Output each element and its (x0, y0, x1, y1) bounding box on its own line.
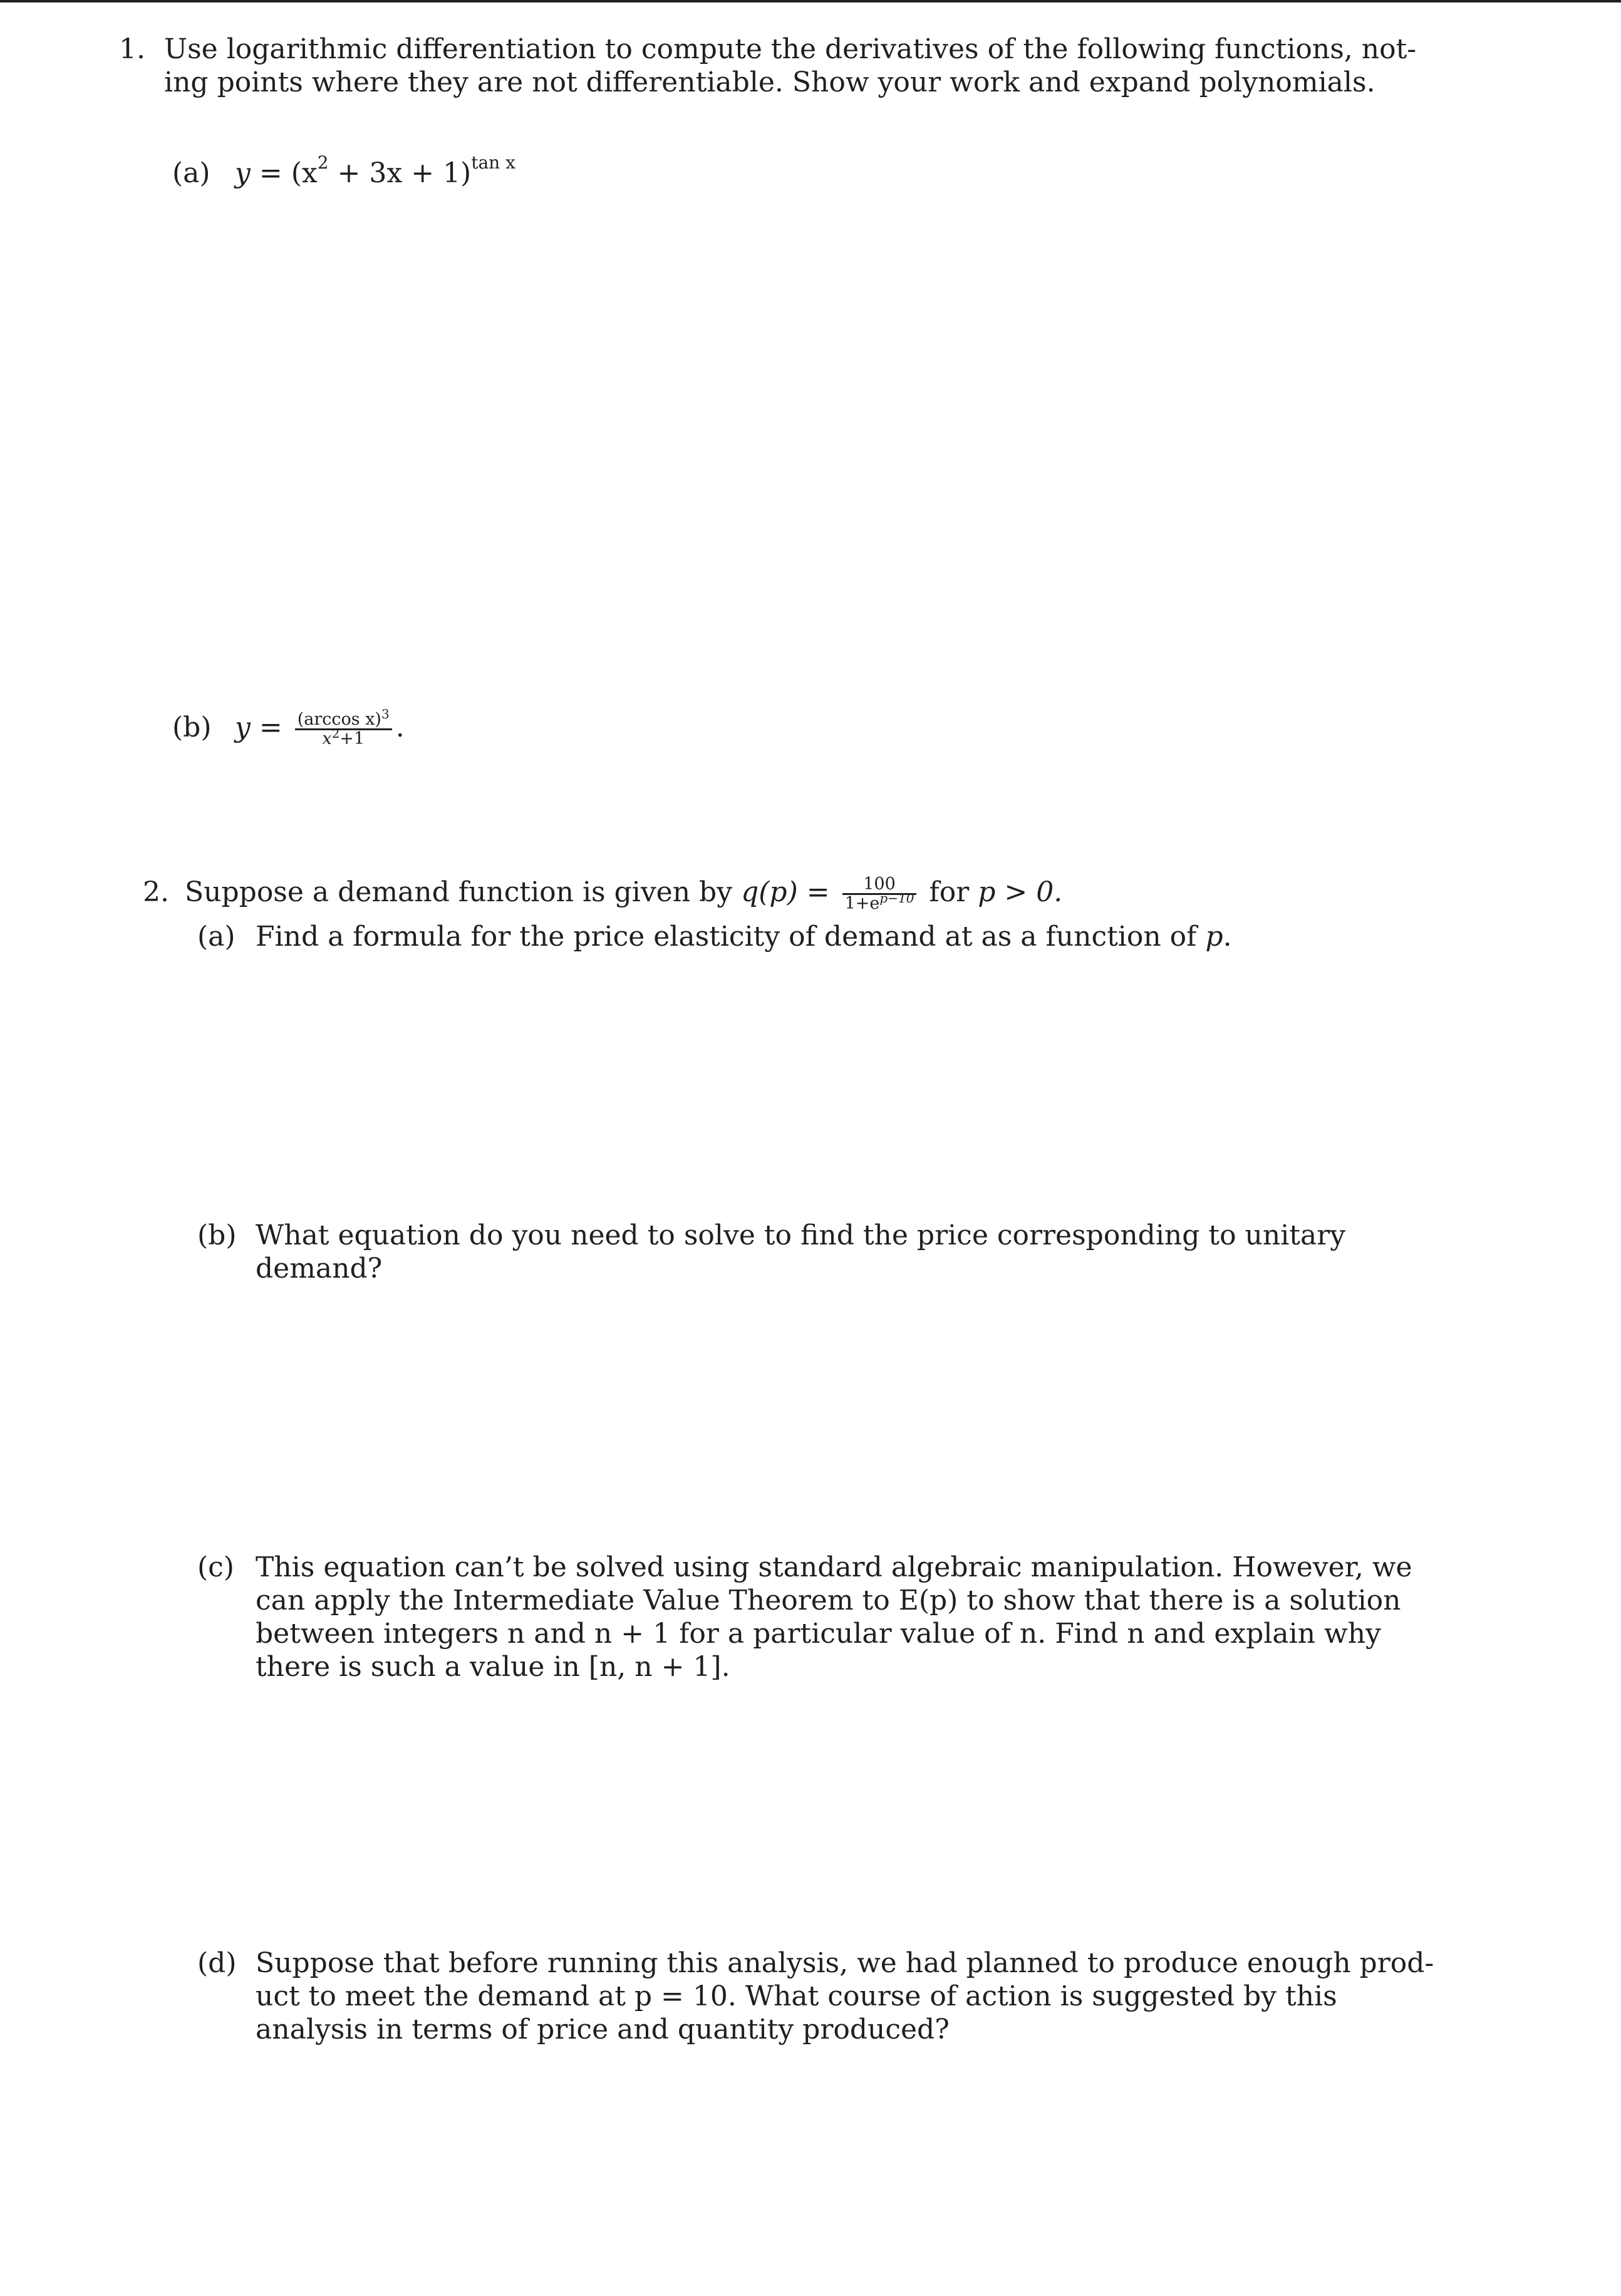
q2-equals: = (806, 876, 830, 908)
q2b-line-2: demand? (256, 1253, 383, 1285)
q2-qp: q(p) (741, 876, 798, 908)
q1b-equation (235, 706, 405, 748)
q2c-line-2: can apply the Intermediate Value Theorem to E(p) to show that there is a solution (256, 1585, 1401, 1616)
q2c-line-4: there is such a value in [n, n + 1]. (256, 1651, 730, 1683)
q2c-line-1: This equation can’t be solved using standard algebraic manipulation. However, we (256, 1551, 1412, 1583)
q2d-label: (d) (197, 1947, 237, 1979)
q2a-var: p (1205, 921, 1223, 953)
q1a-rest: + 3x + 1) (337, 157, 472, 189)
q1b-label: (b) (172, 711, 212, 743)
q2-frac-den-exp: p−10 (879, 891, 914, 906)
q2a-text-line (256, 920, 1496, 953)
q2a-text: Find a formula for the price elasticity of demand at as a function of (256, 921, 1197, 953)
q2-for: for (929, 876, 970, 908)
q1b-period: . (395, 711, 405, 743)
q1a-y: y (235, 157, 251, 189)
q2-fraction (842, 876, 917, 913)
q1a-label: (a) (172, 157, 210, 189)
q1-number: 1. (119, 33, 145, 65)
q2d-line-3: analysis in terms of price and quantity produced? (256, 2014, 950, 2045)
q1a-equation (235, 152, 515, 190)
q1a-exponent: tan x (471, 152, 515, 173)
q2c-label: (c) (197, 1551, 234, 1583)
q2c-line-3: between integers n and n + 1 for a particular value of n. Find n and explain why (256, 1618, 1381, 1650)
q1b-den-exp: 2 (331, 726, 340, 741)
q2a-end: . (1223, 921, 1232, 953)
page-top-rule (0, 0, 1621, 3)
q1-line-2: ing points where they are not differentiable. Show your work and expand polynomials. (164, 66, 1375, 98)
q2b-label: (b) (197, 1219, 237, 1251)
q1b-equals: = (259, 711, 282, 743)
q1b-den-rest: +1 (339, 729, 365, 748)
q2-intro: Suppose a demand function is given by (185, 876, 733, 908)
q2b-line-1: What equation do you need to solve to find the price corresponding to unitary (256, 1219, 1346, 1251)
q2-number: 2. (143, 876, 169, 908)
q1b-denominator: x (322, 729, 332, 748)
q2-intro-line (185, 876, 1500, 913)
q2d-line-2: uct to meet the demand at p = 10. What course of action is suggested by this (256, 1980, 1337, 2012)
q1b-num-exp: 3 (381, 706, 390, 721)
q2-frac-num: 100 (842, 876, 917, 895)
q1a-square: 2 (317, 152, 329, 173)
q2d-line-1: Suppose that before running this analysis, we had planned to produce enough prod- (256, 1947, 1434, 1979)
q1b-numerator: (arccos x) (297, 710, 381, 729)
q1-line-1: Use logarithmic differentiation to compute the derivatives of the following functions, not- (164, 33, 1417, 65)
q2-frac-den: 1+e (844, 894, 880, 913)
q1a-base: (x (291, 157, 318, 189)
q1b-fraction (295, 706, 392, 748)
q1b-y: y (235, 711, 251, 743)
q2-condition: p > 0. (978, 876, 1063, 908)
q1a-equals: = (259, 157, 282, 189)
q2a-label: (a) (197, 921, 236, 953)
